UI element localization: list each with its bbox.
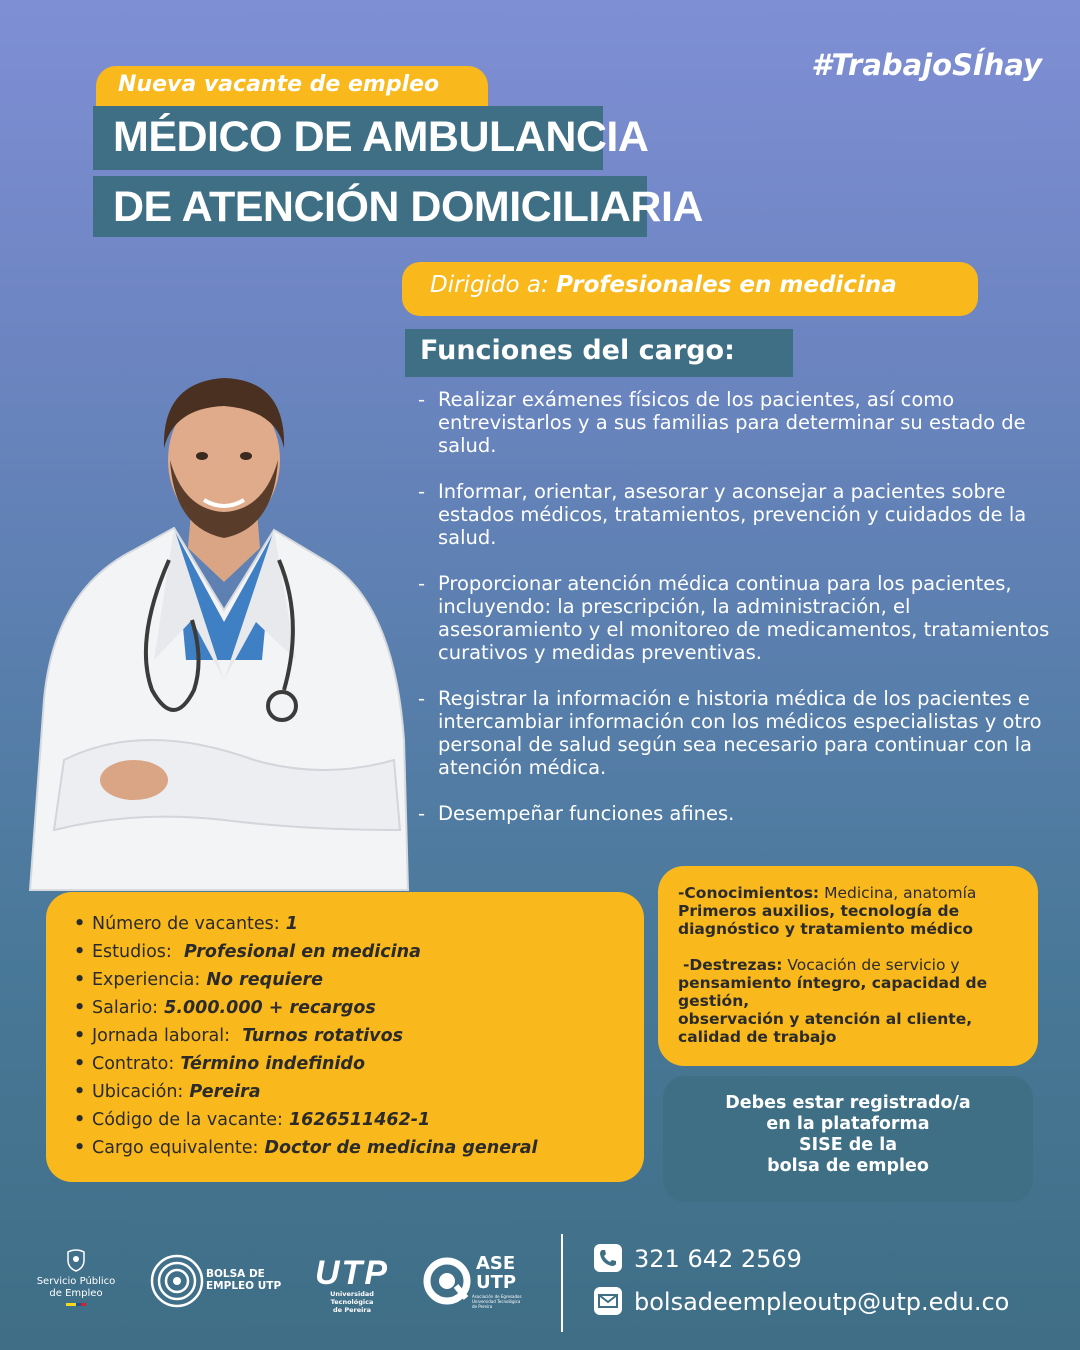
- vacancy-tag: Nueva vacante de empleo: [96, 66, 488, 108]
- detail-salary: • Salario: 5.000.000 + recargos: [74, 998, 376, 1018]
- abilities-line: gestión,: [678, 992, 750, 1010]
- abilities-line: Vocación de servicio y: [787, 956, 960, 974]
- doctor-photo: [24, 360, 414, 900]
- job-title-line-1: MÉDICO DE AMBULANCIA: [93, 106, 603, 170]
- mail-icon: [594, 1287, 622, 1315]
- function-item: - Proporcionar atención médica continua para los pacientes, incluyendo: la prescripción, la administración, el asesoramiento y el monitoreo de medicamentos, tratamientos curativos y medidas preventivas.: [418, 572, 1058, 664]
- servicio-publico-logo: Servicio Público de Empleo: [30, 1248, 122, 1306]
- knowledge-label: -Conocimientos:: [678, 884, 820, 902]
- detail-vacancies: • Número de vacantes: 1: [74, 914, 298, 934]
- ase-utp-logo: ASE UTP Asociación de Egresados Universidad Tecnológica de Pereira: [422, 1252, 522, 1310]
- footer-divider: [561, 1234, 563, 1332]
- registration-line: Debes estar registrado/a: [725, 1093, 971, 1113]
- utp-logo: UTP Universidad Tecnológica de Pereira: [315, 1254, 389, 1314]
- registration-line: en la plataforma: [766, 1114, 930, 1134]
- abilities-label: -Destrezas:: [682, 956, 783, 974]
- phone-number[interactable]: 321 642 2569: [634, 1245, 802, 1273]
- registration-line: bolsa de empleo: [767, 1156, 929, 1176]
- functions-heading: Funciones del cargo:: [405, 329, 793, 377]
- phone-icon: [594, 1244, 622, 1272]
- email-address[interactable]: bolsadeempleoutp@utp.edu.co: [634, 1288, 1010, 1316]
- function-item: - Realizar exámenes físicos de los pacientes, así como entrevistarlos y a sus familias para determinar su estado de salud.: [418, 388, 1058, 457]
- target-audience-pill: [402, 262, 978, 316]
- knowledge-line: Medicina, anatomía: [824, 884, 977, 902]
- function-item: - Informar, orientar, asesorar y aconsejar a pacientes sobre estados médicos, tratamientos, prevención y cuidados de la salud.: [418, 480, 1058, 549]
- detail-location: • Ubicación: Pereira: [74, 1082, 261, 1102]
- skills-box: [658, 866, 1038, 1066]
- job-details-box: [46, 892, 644, 1182]
- contact-phone[interactable]: [594, 1245, 802, 1274]
- detail-equivalent: • Cargo equivalente: Doctor de medicina general: [74, 1138, 538, 1158]
- concentric-circles-icon: [150, 1254, 204, 1308]
- function-item: - Desempeñar funciones afines.: [418, 802, 1058, 825]
- contact-email[interactable]: [594, 1288, 1009, 1317]
- detail-schedule: • Jornada laboral: Turnos rotativos: [74, 1026, 404, 1046]
- functions-list: [418, 388, 1058, 848]
- target-label: Dirigido a:: [430, 272, 549, 298]
- abilities-line: pensamiento íntegro, capacidad de: [678, 974, 988, 992]
- knowledge-line: Primeros auxilios, tecnología de: [678, 902, 960, 920]
- coat-of-arms-icon: [65, 1248, 87, 1272]
- detail-contract: • Contrato: Término indefinido: [74, 1054, 365, 1074]
- ase-ring-icon: [422, 1256, 472, 1306]
- registration-line: SISE de la: [798, 1135, 898, 1155]
- detail-experience: • Experiencia: No requiere: [74, 970, 324, 990]
- abilities-line: calidad de trabajo: [678, 1028, 837, 1046]
- detail-code: • Código de la vacante: 1626511462-1: [74, 1110, 431, 1130]
- knowledge-line: diagnóstico y tratamiento médico: [678, 920, 974, 938]
- function-item: - Registrar la información e historia médica de los pacientes e intercambiar información con los médicos especialistas y otro personal de salud según sea necesario para continuar con la atención médica.: [418, 687, 1058, 779]
- abilities-line: observación y atención al cliente,: [678, 1010, 973, 1028]
- registration-notice: [663, 1076, 1033, 1202]
- job-title-line-2: DE ATENCIÓN DOMICILIARIA: [93, 176, 647, 237]
- hashtag: #TrabajoSÍhay: [811, 48, 1042, 82]
- bolsa-empleo-utp-logo: BOLSA DE EMPLEO UTP: [150, 1254, 290, 1310]
- target-value: Profesionales en medicina: [556, 272, 897, 298]
- detail-studies: • Estudios: Profesional en medicina: [74, 942, 421, 962]
